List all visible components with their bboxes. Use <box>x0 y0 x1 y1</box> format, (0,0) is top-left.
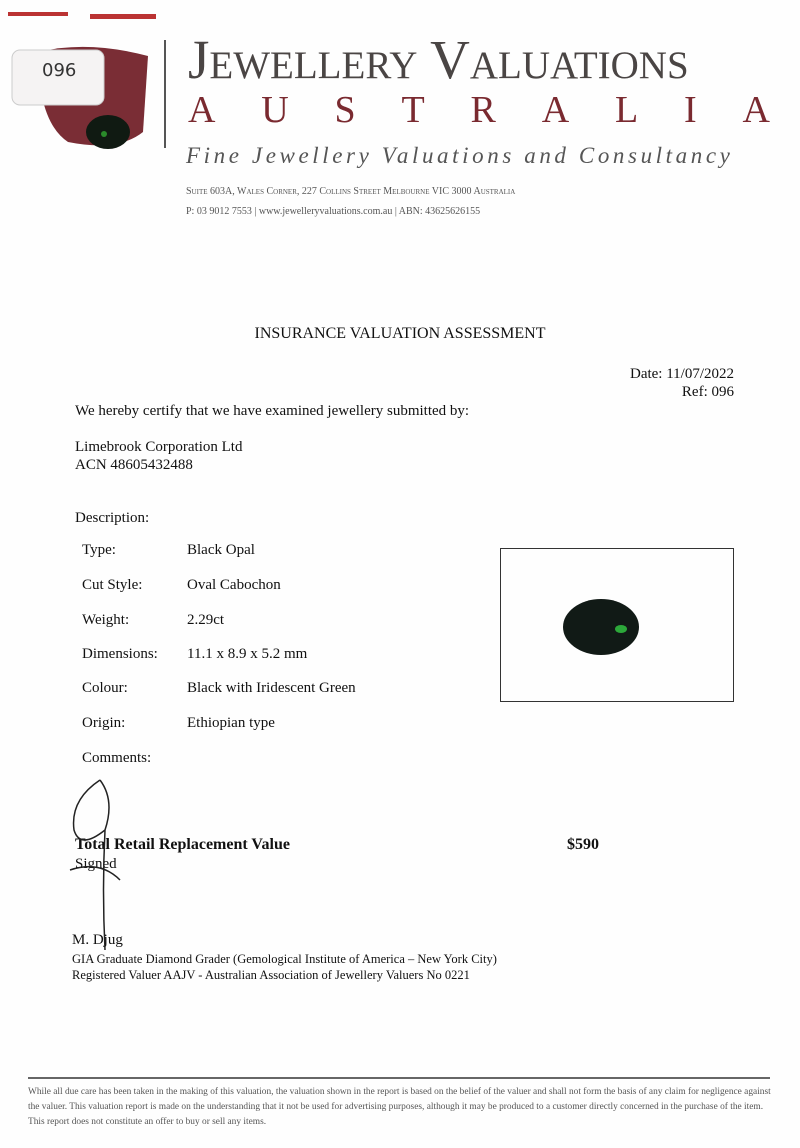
field-label: Colour: <box>82 680 128 696</box>
address: Suite 603A, Wales Corner, 227 Collins Street Melbourne VIC 3000 Australia <box>186 186 516 197</box>
field-value: Ethiopian type <box>187 715 275 731</box>
field-value: 11.1 x 8.9 x 5.2 mm <box>187 646 308 662</box>
field-value: Black Opal <box>187 542 255 558</box>
total-label: Total Retail Replacement Value <box>75 836 290 853</box>
signed-label: Signed <box>75 856 117 872</box>
brand-name: Jewellery Valuations <box>188 29 689 90</box>
client: Limebrook Corporation Ltd ACN 48605432488 <box>75 439 243 473</box>
field-value: Oval Cabochon <box>187 577 281 593</box>
valuer-credentials: GIA Graduate Diamond Grader (Gemological Institute of America – New York City) Registered Valuer AAJV - Australian Association of Jewellery Valuers No 0221 <box>72 952 497 982</box>
date-ref: Date: 11/07/2022 Ref: 096 <box>629 366 734 400</box>
divider <box>164 40 166 148</box>
opal-icon <box>501 549 733 701</box>
field-value: Black with Iridescent Green <box>187 680 356 696</box>
gem-image <box>500 548 734 702</box>
valuer-name: M. Djug <box>72 932 123 948</box>
document-title: INSURANCE VALUATION ASSESSMENT <box>254 325 546 342</box>
description-label: Description: <box>75 510 150 526</box>
contact: P: 03 9012 7553 | www.jewelleryvaluations.com.au | ABN: 43625626155 <box>186 206 481 217</box>
gem-bag-photo <box>8 12 156 152</box>
comments-label: Comments: <box>82 750 152 766</box>
certify-text: We hereby certify that we have examined jewellery submitted by: <box>75 403 470 419</box>
field-label: Type: <box>82 542 116 558</box>
field-label: Dimensions: <box>82 646 158 662</box>
field-label: Weight: <box>82 612 130 628</box>
field-value: 2.29ct <box>187 612 225 628</box>
ref-tag: 096 <box>42 60 77 81</box>
brand-country: A U S T R A L I A <box>188 89 770 131</box>
disclaimer: While all due care has been taken in the making of this valuation, the valuation shown in the report is based on the belief of the valuer and shall not form the basis of any claim for negligence against the valuer. This valuation report is made on the understanding that it not be used for advertising purposes, although it may be produced to a customer directly concerned in the purchase of the item. This report does not constitute an offer to buy or sell any items. <box>28 1087 771 1127</box>
field-label: Cut Style: <box>82 577 143 593</box>
tagline: Fine Jewellery Valuations and Consultancy <box>186 143 734 168</box>
field-label: Origin: <box>82 715 126 731</box>
total-value: $590 <box>567 836 599 853</box>
footer-divider <box>28 1077 770 1079</box>
